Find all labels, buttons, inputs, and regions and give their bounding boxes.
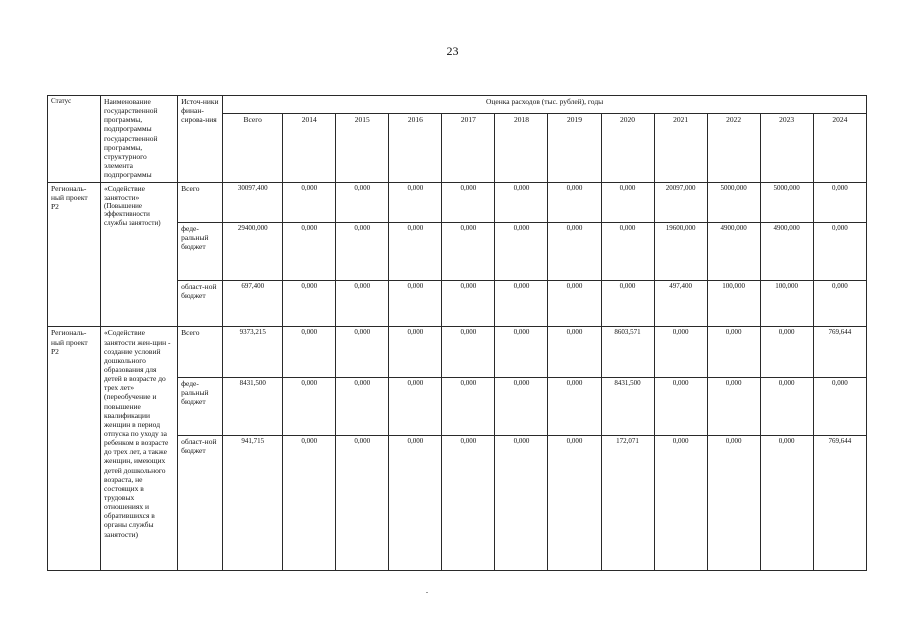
header-estimate-title: Оценка расходов (тыс. рублей), годы: [223, 96, 867, 114]
funding-source: област-ной бюджет: [178, 281, 223, 327]
value-year: 0,000: [336, 281, 389, 327]
value-year: 0,000: [336, 222, 389, 280]
value-year: 0,000: [654, 377, 707, 435]
value-year: 0,000: [389, 327, 442, 377]
header-col-10: 2023: [760, 114, 813, 182]
value-year: 0,000: [336, 327, 389, 377]
header-col-6: 2019: [548, 114, 601, 182]
value-year: 0,000: [548, 182, 601, 222]
value-year: 0,000: [601, 222, 654, 280]
value-year: 0,000: [283, 436, 336, 571]
value-year: 0,000: [813, 377, 866, 435]
value-year: 5000,000: [760, 182, 813, 222]
value-total: 697,400: [223, 281, 283, 327]
header-col-3: 2016: [389, 114, 442, 182]
value-year: 0,000: [389, 281, 442, 327]
value-year: 0,000: [495, 222, 548, 280]
value-year: 0,000: [336, 377, 389, 435]
value-year: 0,000: [389, 222, 442, 280]
value-year: 0,000: [707, 436, 760, 571]
value-year: 0,000: [495, 281, 548, 327]
group-status: Региональ-ный проект Р2: [48, 327, 101, 571]
value-year: 0,000: [442, 281, 495, 327]
value-year: 497,400: [654, 281, 707, 327]
value-year: 0,000: [442, 436, 495, 571]
value-year: 0,000: [707, 327, 760, 377]
table-row: [48, 327, 867, 377]
group-name-detail: (Повышение эффективности службы занятости): [104, 201, 161, 227]
value-year: 172,071: [601, 436, 654, 571]
value-year: 0,000: [442, 377, 495, 435]
header-col-11: 2024: [813, 114, 866, 182]
value-year: 0,000: [813, 222, 866, 280]
value-year: 0,000: [336, 182, 389, 222]
value-total: 30097,400: [223, 182, 283, 222]
header-col-8: 2021: [654, 114, 707, 182]
header-source: Источ-ники финан-сирова-ния: [178, 96, 223, 183]
value-year: 0,000: [548, 377, 601, 435]
value-year: 0,000: [548, 222, 601, 280]
group-name-main: «Содействие занятости жен-щин - создание условий дошкольного образования для детей в возрасте до трех лет» (переобучение и повышение квалификации женщин в период отпуска по уходу за ребенком в возрасте до трех лет, а также женщин, имеющих детей дошкольного возраста, не состоящих в трудовых отношениях и обратившихся в органы службы занятости): [104, 328, 171, 539]
value-year: 0,000: [283, 377, 336, 435]
value-year: 0,000: [283, 222, 336, 280]
value-year: 0,000: [442, 327, 495, 377]
group-name-main: «Содействие занятости»: [104, 183, 145, 202]
header-col-1: 2014: [283, 114, 336, 182]
value-year: 0,000: [389, 436, 442, 571]
header-status: Статус: [48, 96, 101, 183]
value-year: 0,000: [760, 327, 813, 377]
group-status: Региональ-ный проект Р2: [48, 182, 101, 327]
value-year: 769,644: [813, 327, 866, 377]
header-col-5: 2018: [495, 114, 548, 182]
value-year: 0,000: [654, 327, 707, 377]
group-name: [101, 327, 178, 571]
value-year: 0,000: [442, 222, 495, 280]
header-col-4: 2017: [442, 114, 495, 182]
budget-table: [47, 95, 867, 571]
value-year: 0,000: [336, 436, 389, 571]
value-year: 0,000: [707, 377, 760, 435]
funding-source: Всего: [178, 182, 223, 222]
value-year: 0,000: [760, 436, 813, 571]
group-name: [101, 182, 178, 327]
value-total: 29400,000: [223, 222, 283, 280]
value-year: 0,000: [548, 281, 601, 327]
value-year: 769,644: [813, 436, 866, 571]
header-col-9: 2022: [707, 114, 760, 182]
value-total: 941,715: [223, 436, 283, 571]
value-year: 0,000: [283, 281, 336, 327]
header-name: Наименование государственной программы, подпрограммы государственной программы, структурного элемента подпрограммы: [101, 96, 178, 183]
value-year: 0,000: [283, 182, 336, 222]
value-year: 0,000: [495, 182, 548, 222]
funding-source: феде-ральный бюджет: [178, 377, 223, 435]
value-total: 9373,215: [223, 327, 283, 377]
table-body: [48, 182, 867, 570]
value-year: 0,000: [442, 182, 495, 222]
value-year: 0,000: [654, 436, 707, 571]
value-year: 0,000: [601, 182, 654, 222]
value-year: 0,000: [389, 182, 442, 222]
value-year: 100,000: [707, 281, 760, 327]
value-year: 20097,000: [654, 182, 707, 222]
value-year: 4900,000: [707, 222, 760, 280]
value-year: 0,000: [495, 377, 548, 435]
value-year: 5000,000: [707, 182, 760, 222]
header-col-2: 2015: [336, 114, 389, 182]
value-year: 0,000: [601, 281, 654, 327]
header-col-7: 2020: [601, 114, 654, 182]
value-year: 19600,000: [654, 222, 707, 280]
value-year: 0,000: [548, 327, 601, 377]
page-number: 23: [446, 44, 459, 58]
value-year: 0,000: [495, 327, 548, 377]
value-year: 0,000: [548, 436, 601, 571]
value-year: 8603,571: [601, 327, 654, 377]
header-col-0: Всего: [223, 114, 283, 182]
funding-source: феде-ральный бюджет: [178, 222, 223, 280]
value-year: 4900,000: [760, 222, 813, 280]
value-year: 0,000: [813, 182, 866, 222]
header-row-top: [48, 96, 867, 114]
value-year: 0,000: [495, 436, 548, 571]
value-year: 100,000: [760, 281, 813, 327]
scan-artifact: [426, 592, 428, 593]
funding-source: област-ной бюджет: [178, 436, 223, 571]
value-year: 0,000: [389, 377, 442, 435]
value-year: 0,000: [283, 327, 336, 377]
value-total: 8431,500: [223, 377, 283, 435]
value-year: 0,000: [760, 377, 813, 435]
value-year: 0,000: [813, 281, 866, 327]
value-year: 8431,500: [601, 377, 654, 435]
table-row: [48, 182, 867, 222]
funding-source: Всего: [178, 327, 223, 377]
